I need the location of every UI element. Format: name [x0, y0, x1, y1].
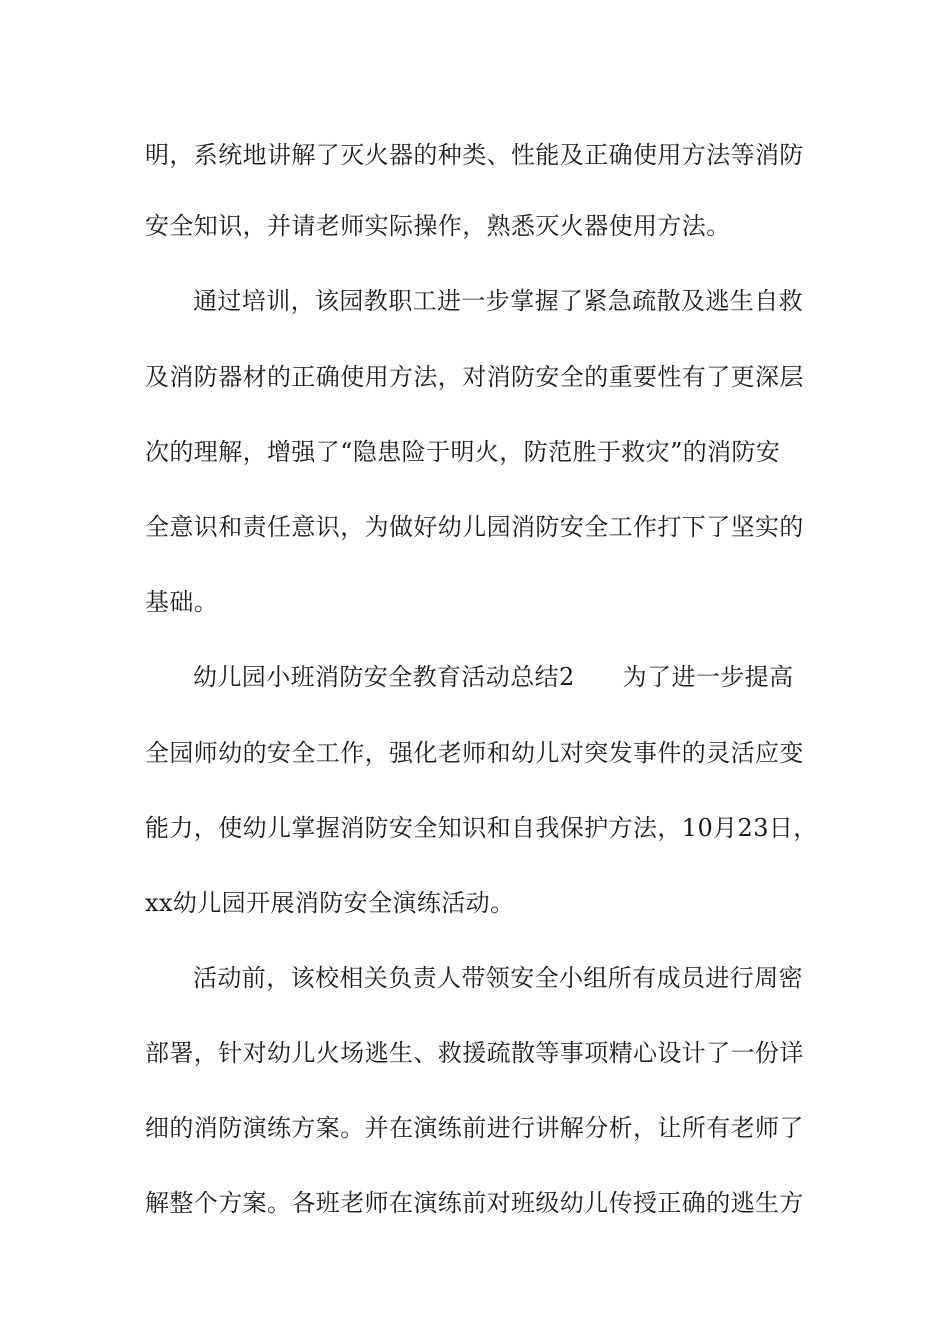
section-heading: 幼儿园小班消防安全教育活动总结2	[193, 663, 575, 691]
text-line: xx幼儿园开展消防安全演练活动。	[145, 889, 515, 917]
paragraph-first-line: 通过培训，该园教职工进一步掌握了紧急疏散及逃生自救	[193, 287, 803, 315]
text-line: 解整个方案。各班老师在演练前对班级幼儿传授正确的逃生方	[145, 1189, 804, 1217]
text-line: 全园师幼的安全工作，强化老师和幼儿对突发事件的灵活应变	[145, 739, 804, 767]
text-line: 安全知识，并请老师实际操作，熟悉灭火器使用方法。	[145, 212, 731, 240]
text-line: 能力，使幼儿掌握消防安全知识和自我保护方法，10月23日，	[145, 814, 818, 842]
text-line: 部署，针对幼儿火场逃生、救援疏散等事项精心设计了一份详	[145, 1039, 804, 1067]
text-line: 及消防器材的正确使用方法，对消防安全的重要性有了更深层	[145, 363, 804, 391]
paragraph-first-line: 活动前，该校相关负责人带领安全小组所有成员进行周密	[193, 964, 803, 992]
section-lead-text: 为了进一步提高	[622, 663, 794, 691]
text-line: 明，系统地讲解了灭火器的种类、性能及正确使用方法等消防	[145, 141, 804, 169]
section-heading-line	[193, 657, 825, 697]
text-line: 次的理解，增强了“隐患险于明火，防范胜于救灾”的消防安	[145, 438, 781, 466]
text-line: 全意识和责任意识，为做好幼儿园消防安全工作打下了坚实的	[145, 513, 804, 541]
text-line: 细的消防演练方案。并在演练前进行讲解分析，让所有老师了	[145, 1114, 804, 1142]
text-line: 基础。	[145, 588, 219, 616]
